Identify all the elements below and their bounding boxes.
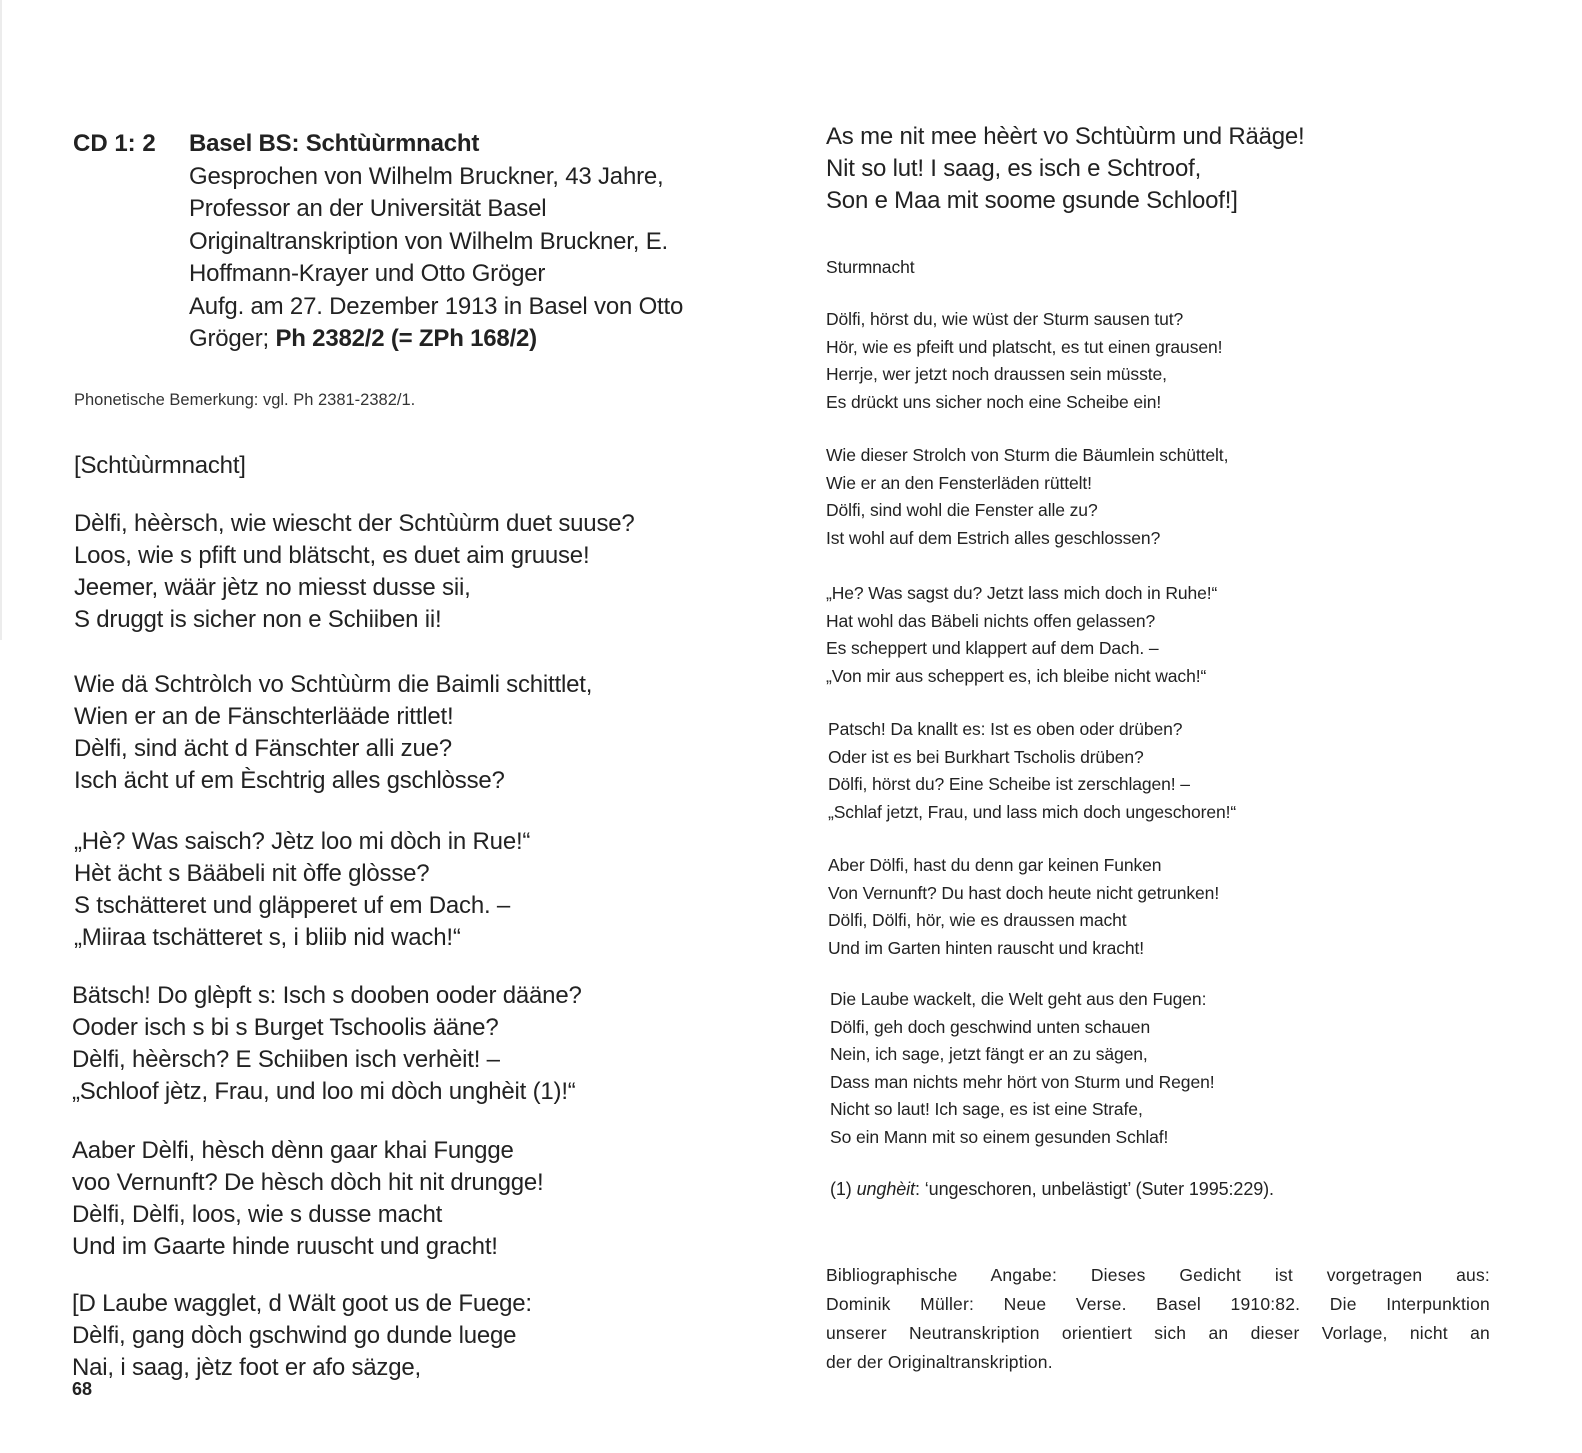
standard-stanza-5 [828,852,1219,962]
footnote [830,1176,1274,1204]
dialect-stanza-2 [74,669,592,797]
footnote-term: unghèit [856,1179,915,1199]
biblio-line: Bibliographische Angabe: Dieses Gedicht ist vorgetragen aus: [826,1265,1490,1285]
verse-line: Dölfi, hörst du, wie wüst der Sturm sausen tut? [826,309,1184,329]
verse-line: Oder ist es bei Burkhart Tscholis drüben? [828,746,1144,767]
verse-line: Dèlfi, sind ächt d Fänschter alli zue? [74,735,452,762]
phonetic-note: Phonetische Bemerkung: vgl. Ph 2381-2382/1. [74,391,416,409]
verse-line: Jeemer, wäär jètz no miesst dusse sii, [74,574,471,601]
recorder-name: Gröger; [189,325,276,352]
standard-stanza-1 [826,306,1222,416]
verse-line: [D Laube wagglet, d Wält goot us de Fuege: [72,1290,532,1317]
dialect-stanza-6 [72,1288,532,1384]
verse-line: Dölfi, hörst du? Eine Scheibe ist zerschlagen! – [828,774,1190,794]
verse-line: Wien er an de Fänschterlääde rittlet! [74,703,454,730]
info-line: Hoffmann-Krayer und Otto Gröger [189,260,546,287]
verse-line: „Von mir aus scheppert es, ich bleibe nicht wach!“ [826,665,1207,686]
verse-line: Hör, wie es pfeift und platscht, es tut einen grausen! [826,336,1223,357]
page-edge-line [0,0,2,640]
verse-line: Dèlfi, hèèrsch? E Schiiben isch verhèit! – [72,1046,500,1073]
verse-line: Dölfi, Dölfi, hör, wie es draussen macht [828,910,1127,930]
verse-line: Ooder isch s bi s Burget Tschoolis ääne? [72,1014,499,1041]
footnote-marker: (1) [830,1179,857,1199]
info-line: Professor an der Universität Basel [189,195,547,222]
verse-line: „Schloof jètz, Frau, und loo mi dòch unghèit (1)!“ [72,1078,576,1105]
verse-line: As me nit mee hèèrt vo Schtùùrm und Rääge! [826,123,1305,150]
verse-line: Isch ächt uf em Èschtrig alles gschlòsse? [74,767,505,794]
biblio-line: Dominik Müller: Neue Verse. Basel 1910:82. Die Interpunktion [826,1294,1490,1314]
track-label: CD 1: 2 [73,130,156,157]
biblio-line: der der Originaltranskription. [826,1352,1053,1372]
dialect-poem-title: [Schtùùrmnacht] [74,452,246,479]
verse-line: Von Vernunft? Du hast doch heute nicht getrunken! [828,882,1220,903]
page-number: 68 [72,1379,93,1399]
verse-line: Nein, ich sage, jetzt fängt er an zu sägen, [830,1044,1148,1064]
verse-line: Ist wohl auf dem Estrich alles geschlossen? [826,527,1161,548]
dialect-stanza-5 [72,1135,544,1263]
verse-line: Wie dä Schtròlch vo Schtùùrm die Baimli schittlet, [74,671,593,698]
verse-line: Es scheppert und klappert auf dem Dach. – [826,638,1159,658]
verse-line: Dass man nichts mehr hört von Sturm und Regen! [830,1071,1215,1092]
info-line: Aufg. am 27. Dezember 1913 in Basel von Otto [189,292,684,320]
info-line-archive [189,323,683,356]
verse-line: Nicht so laut! Ich sage, es ist eine Strafe, [830,1099,1143,1119]
verse-line: Aaber Dèlfi, hèsch dènn gaar khai Fungge [72,1137,514,1164]
footnote-definition: : ‘ungeschoren, unbelästigt’ (Suter 1995:229). [914,1179,1274,1199]
verse-line: Hat wohl das Bäbeli nichts offen gelassen? [826,610,1156,631]
verse-line: Patsch! Da knallt es: Ist es oben oder drüben? [828,719,1183,739]
verse-line: Herrje, wer jetzt noch draussen sein müsste, [826,364,1167,384]
verse-line: Die Laube wackelt, die Welt geht aus den Fugen: [830,989,1207,1009]
verse-line: „Miiraa tschätteret s, i bliib nid wach!“ [74,924,461,951]
info-line: Gesprochen von Wilhelm Bruckner, 43 Jahre, [189,162,664,190]
recording-info [189,128,683,356]
standard-stanza-4 [828,716,1236,826]
verse-line: Dölfi, geh doch geschwind unten schauen [830,1016,1151,1037]
verse-line: S druggt is sicher non e Schiiben ii! [74,606,442,633]
verse-line: Dèlfi, gang dòch gschwind go dunde luege [72,1322,517,1349]
verse-line: „He? Was sagst du? Jetzt lass mich doch in Ruhe!“ [826,583,1218,603]
verse-line: Wie er an den Fensterläden rüttelt! [826,472,1092,493]
verse-line: Es drückt uns sicher noch eine Scheibe ein! [826,391,1162,412]
verse-line: Son e Maa mit soome gsunde Schloof!] [826,187,1238,214]
verse-line: voo Vernunft? De hèsch dòch hit nit drungge! [72,1169,544,1196]
biblio-line: unserer Neutranskription orientiert sich an dieser Vorlage, nicht an [826,1323,1490,1343]
verse-line: Und im Garten hinten rauscht und kracht! [828,937,1145,958]
standard-poem-title: Sturmnacht [826,257,915,277]
verse-line: Dèlfi, hèèrsch, wie wiescht der Schtùùrm duet suuse? [74,510,635,537]
verse-line: So ein Mann mit so einem gesunden Schlaf! [830,1126,1169,1147]
dialect-stanza-4 [72,980,582,1108]
dialect-stanza-3 [74,826,530,954]
archive-number: Ph 2382/2 (= ZPh 168/2) [275,325,537,352]
verse-line: Dölfi, sind wohl die Fenster alle zu? [826,500,1098,520]
verse-line: „Schlaf jetzt, Frau, und lass mich doch ungeschoren!“ [828,801,1237,822]
standard-stanza-6 [830,986,1214,1151]
verse-line: Dèlfi, Dèlfi, loos, wie s dusse macht [72,1201,443,1228]
standard-stanza-3 [826,580,1217,690]
verse-line: Nai, i saag, jètz foot er afo säzge, [72,1354,421,1381]
verse-line: „Hè? Was saisch? Jètz loo mi dòch in Rue!“ [74,828,531,855]
bibliographic-note [826,1261,1490,1377]
verse-line: Aber Dölfi, hast du denn gar keinen Funken [828,855,1162,875]
dialect-stanza-1 [74,508,635,636]
verse-line: Loos, wie s pfift und blätscht, es duet aim gruuse! [74,542,590,569]
standard-stanza-2 [826,442,1228,552]
verse-line: Bätsch! Do glèpft s: Isch s dooben ooder dääne? [72,982,582,1009]
verse-line: S tschätteret und gläpperet uf em Dach. – [74,892,511,919]
info-line: Originaltranskription von Wilhelm Bruckner, E. [189,227,668,255]
recording-title: Basel BS: Schtùùrmnacht [189,130,480,157]
verse-line: Und im Gaarte hinde ruuscht und gracht! [72,1233,498,1260]
verse-line: Wie dieser Strolch von Sturm die Bäumlein schüttelt, [826,445,1229,465]
dialect-stanza-6-continuation [826,121,1305,217]
verse-line: Nit so lut! I saag, es isch e Schtroof, [826,155,1202,182]
verse-line: Hèt ächt s Bääbeli nit òffe glòsse? [74,860,430,887]
